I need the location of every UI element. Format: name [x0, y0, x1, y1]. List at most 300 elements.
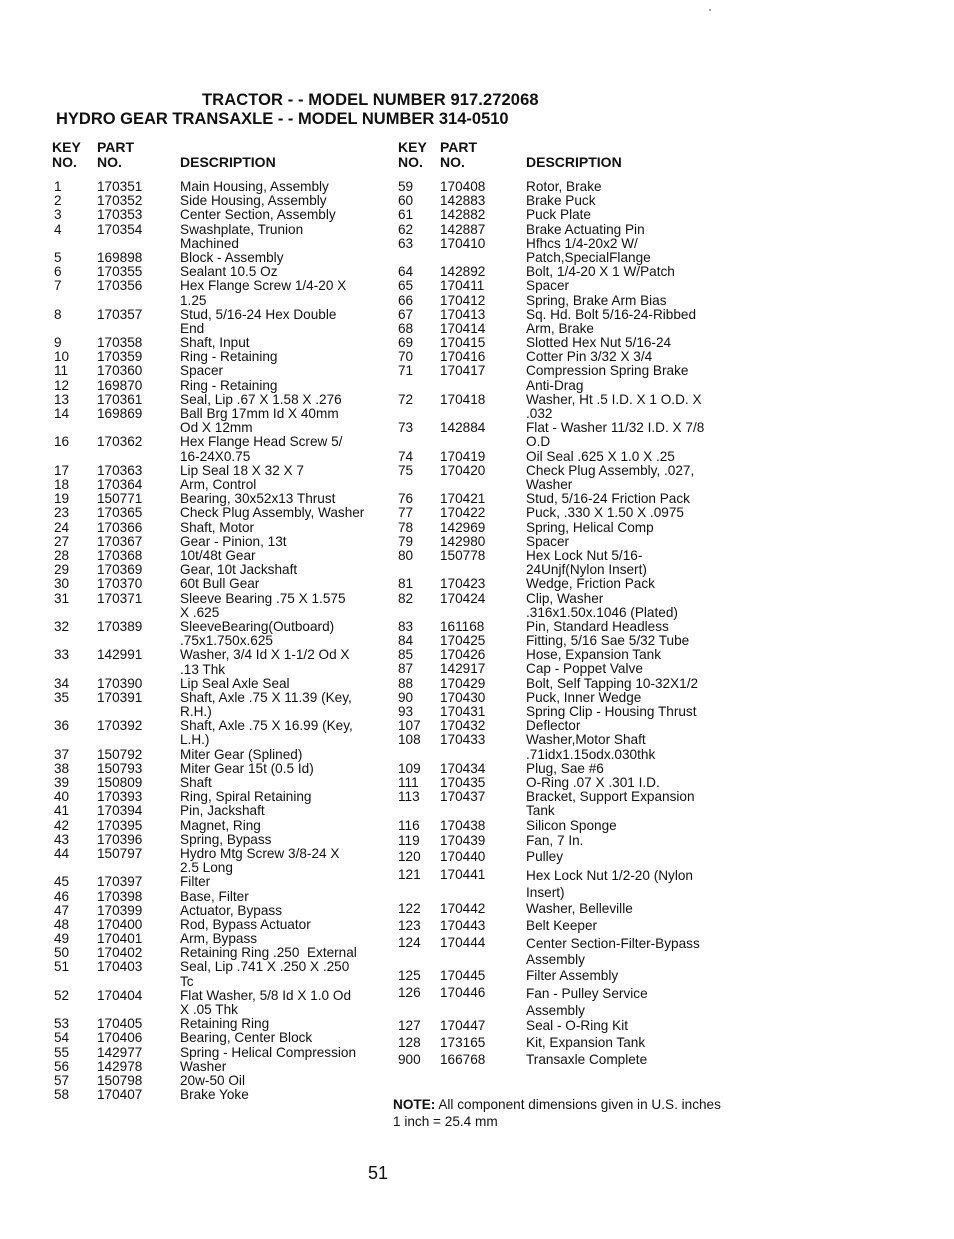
part-row: [396, 1036, 726, 1053]
part-number: 170351: [97, 179, 143, 194]
key-number: 50: [54, 945, 70, 961]
part-row: [396, 450, 726, 464]
part-row: [50, 875, 395, 889]
part-description: Plug, Sae #6: [526, 760, 604, 776]
part-row: [50, 194, 395, 208]
part-number: 170416: [440, 349, 486, 365]
part-number: 170389: [97, 618, 143, 634]
part-row: [396, 662, 726, 676]
part-number: 170366: [97, 519, 143, 535]
key-number: 47: [54, 902, 70, 918]
key-number: 10: [54, 349, 70, 365]
part-number: 170420: [440, 462, 486, 478]
dimensions-note: [393, 1096, 723, 1130]
part-description: Washer,Motor Shaft .71idx1.15odx.030thk: [526, 732, 656, 762]
part-description: Slotted Hex Nut 5/16-24: [526, 335, 672, 351]
part-number: 170412: [440, 292, 486, 308]
part-description: Spring, Helical Comp: [526, 519, 654, 535]
key-number: 49: [54, 931, 70, 947]
part-row: [396, 208, 726, 222]
part-description: Shaft, Axle .75 X 11.39 (Key, R.H.): [180, 689, 352, 720]
key-number: 54: [54, 1030, 70, 1046]
key-number: 1: [54, 179, 62, 194]
part-description: Compression Spring Brake Anti-Drag: [526, 363, 689, 393]
key-number: 52: [54, 987, 70, 1003]
part-description: Oil Seal .625 X 1.0 X .25: [526, 448, 675, 464]
part-description: Belt Keeper: [526, 917, 598, 933]
part-number: 170398: [97, 888, 143, 904]
part-row: [396, 535, 726, 549]
part-number: 150792: [97, 746, 143, 762]
part-number: 170353: [97, 207, 143, 223]
part-number: 170369: [97, 562, 143, 578]
part-description: Ring - Retaining: [180, 377, 278, 393]
part-row: [396, 421, 726, 449]
key-number: 3: [54, 207, 62, 223]
part-description: Silicon Sponge: [526, 817, 617, 833]
key-number: 44: [54, 845, 70, 861]
part-description: Center Section, Assembly: [180, 207, 336, 223]
part-number: 170417: [440, 363, 486, 379]
key-number: 72: [398, 391, 414, 407]
key-number: 109: [398, 760, 421, 776]
page-title: TRACTOR - - MODEL NUMBER 917.272068: [202, 91, 539, 109]
part-description: Brake Yoke: [180, 1087, 249, 1103]
part-row: [396, 850, 726, 868]
part-row: [396, 592, 726, 620]
part-row: [396, 577, 726, 591]
part-number: 142887: [440, 221, 486, 237]
part-row: [396, 350, 726, 364]
part-description: Hex Lock Nut 5/16- 24Unjf(Nylon Insert): [526, 547, 647, 578]
part-description: Washer: [180, 1058, 227, 1074]
part-number: 169869: [97, 406, 143, 422]
key-number: 58: [54, 1087, 70, 1103]
part-number: 150793: [97, 760, 143, 776]
part-row: [50, 620, 395, 648]
scan-speck: [709, 9, 711, 11]
part-description: Arm, Brake: [526, 320, 594, 336]
key-number: 34: [54, 675, 70, 691]
part-number: 170414: [440, 320, 486, 336]
part-row: [50, 677, 395, 691]
part-description: Side Housing, Assembly: [180, 193, 327, 209]
part-number: 170361: [97, 391, 143, 407]
part-row: [396, 1053, 726, 1070]
part-row: [50, 946, 395, 960]
part-number: 170435: [440, 775, 486, 790]
part-row: [396, 521, 726, 535]
key-number: 59: [398, 179, 414, 194]
part-description: Gear, 10t Jackshaft: [180, 562, 298, 578]
part-row: [396, 986, 726, 1019]
part-row: [50, 464, 395, 478]
key-number: 8: [54, 306, 62, 322]
part-number: 170437: [440, 789, 486, 805]
part-number: 150798: [97, 1073, 143, 1089]
part-number: 170360: [97, 363, 143, 379]
key-number: 63: [398, 235, 414, 251]
key-number: 4: [54, 221, 62, 237]
part-description: Spacer: [180, 363, 224, 379]
key-number: 81: [398, 576, 414, 592]
key-number: 93: [398, 704, 414, 720]
key-number: 11: [54, 363, 69, 379]
part-number: 170413: [440, 306, 486, 322]
key-number: 30: [54, 576, 70, 592]
part-row: [396, 336, 726, 350]
part-description: Gear - Pinion, 13t: [180, 533, 287, 549]
key-number: 46: [54, 888, 70, 904]
part-number: 170411: [440, 278, 485, 294]
part-description: Shaft, Motor: [180, 519, 255, 535]
part-description: SleeveBearing(Outboard) .75x1.750x.625: [180, 618, 335, 649]
key-header-1: KEY: [398, 139, 427, 155]
part-number: 170431: [440, 704, 486, 720]
part-row: [50, 719, 395, 747]
column-header: [50, 140, 395, 180]
key-number: 42: [54, 817, 70, 833]
part-number: 170359: [97, 349, 143, 365]
part-description: Clip, Washer .316x1.50x.1046 (Plated): [526, 590, 678, 620]
part-number: 170352: [97, 193, 143, 209]
part-row: [50, 506, 395, 520]
part-number: 170419: [440, 448, 486, 464]
part-description: Spring - Helical Compression: [180, 1044, 357, 1060]
part-number: 170406: [97, 1030, 143, 1046]
key-number: 125: [398, 968, 421, 984]
part-number: 142980: [440, 533, 486, 549]
part-row: [396, 969, 726, 986]
part-number: 142991: [97, 647, 143, 663]
part-row: [50, 180, 395, 194]
part-description: Stud, 5/16-24 Friction Pack: [526, 491, 690, 507]
part-description: Puck, Inner Wedge: [526, 689, 642, 705]
key-number: 27: [54, 533, 70, 549]
part-row: [50, 435, 395, 463]
part-description: Main Housing, Assembly: [180, 179, 329, 194]
key-number: 123: [398, 917, 421, 933]
page-number: 51: [368, 1163, 389, 1183]
key-number: 116: [398, 817, 420, 833]
part-number: 170395: [97, 817, 143, 833]
part-number: 170408: [440, 179, 486, 194]
key-number: 41: [54, 803, 70, 819]
key-number: 7: [54, 278, 62, 294]
part-number: 142884: [440, 420, 486, 436]
key-number: 9: [54, 335, 62, 351]
part-number: 150771: [97, 491, 143, 507]
part-row: [50, 308, 395, 336]
part-header-2: NO.: [97, 154, 122, 170]
key-number: 60: [398, 193, 414, 209]
part-number: 142892: [440, 264, 486, 280]
part-description: Puck, .330 X 1.50 X .0975: [526, 505, 684, 521]
key-number: 87: [398, 661, 414, 677]
key-number: 39: [54, 775, 70, 791]
part-row: [396, 648, 726, 662]
key-number: 126: [398, 985, 421, 1001]
part-number: 169898: [97, 249, 143, 265]
part-description: Pin, Standard Headless: [526, 618, 669, 634]
part-row: [396, 790, 726, 818]
part-description: Fitting, 5/16 Sae 5/32 Tube: [526, 633, 690, 649]
part-row: [50, 1046, 395, 1060]
part-row: [50, 748, 395, 762]
part-row: [50, 918, 395, 932]
note-label: NOTE:: [393, 1097, 436, 1112]
part-number: 142977: [97, 1044, 143, 1060]
key-number: 73: [398, 420, 414, 436]
part-row: [396, 834, 726, 850]
key-number: 23: [54, 505, 70, 521]
part-description: 10t/48t Gear: [180, 547, 256, 563]
part-row: [396, 322, 726, 336]
part-row: [50, 819, 395, 833]
part-description: Filter: [180, 874, 211, 890]
part-description: 20w-50 Oil: [180, 1073, 245, 1089]
key-number: 17: [54, 462, 70, 478]
part-row: [50, 1017, 395, 1031]
part-description: Bolt, Self Tapping 10-32X1/2: [526, 675, 699, 691]
part-number: 170397: [97, 874, 143, 890]
key-number: 48: [54, 916, 70, 932]
part-number: 170424: [440, 590, 486, 606]
key-header-2: NO.: [52, 154, 77, 170]
key-number: 6: [54, 264, 62, 280]
part-description: Spring, Brake Arm Bias: [526, 292, 667, 308]
part-description: Seal, Lip .67 X 1.58 X .276: [180, 391, 342, 407]
part-description: Lip Seal 18 X 32 X 7: [180, 462, 304, 478]
part-row: [396, 620, 726, 634]
part-number: 170371: [97, 590, 143, 606]
key-number: 108: [398, 732, 421, 748]
part-row: [396, 1019, 726, 1036]
key-number: 82: [398, 590, 414, 606]
parts-table-right: [396, 180, 726, 1071]
key-number: 53: [54, 1016, 70, 1032]
key-number: 29: [54, 562, 70, 578]
part-description: Arm, Control: [180, 477, 257, 493]
part-header-1: PART: [440, 139, 478, 155]
part-row: [396, 549, 726, 577]
part-row: [50, 762, 395, 776]
part-description: Hydro Mtg Screw 3/8-24 X 2.5 Long: [180, 845, 340, 876]
part-description: Washer, Ht .5 I.D. X 1 O.D. X .032: [526, 391, 702, 422]
part-row: [396, 719, 726, 733]
key-number: 33: [54, 647, 70, 663]
key-number: 80: [398, 547, 414, 563]
part-row: [50, 279, 395, 307]
key-number: 76: [398, 491, 414, 507]
part-description: Hfhcs 1/4-20x2 W/ Patch,SpecialFlange: [526, 235, 651, 265]
key-number: 24: [54, 519, 70, 535]
part-row: [50, 989, 395, 1017]
part-number: 170445: [440, 968, 486, 984]
part-number: 170390: [97, 675, 143, 691]
part-header-2: NO.: [440, 154, 465, 170]
part-row: [396, 762, 726, 776]
key-number: 14: [54, 406, 70, 422]
part-number: 170368: [97, 547, 143, 563]
part-row: [50, 592, 395, 620]
part-number: 170358: [97, 335, 143, 351]
part-number: 170355: [97, 264, 143, 280]
part-row: [50, 960, 395, 988]
part-row: [396, 705, 726, 719]
part-description: Shaft: [180, 775, 212, 791]
part-row: [50, 790, 395, 804]
part-description: Center Section-Filter-Bypass Assembly: [526, 935, 700, 968]
key-number: 64: [398, 264, 414, 280]
key-number: 40: [54, 789, 70, 805]
description-header: DESCRIPTION: [526, 154, 622, 170]
part-row: [50, 563, 395, 577]
part-row: [50, 847, 395, 875]
part-description: Shaft, Axle .75 X 16.99 (Key, L.H.): [180, 718, 353, 748]
part-number: 170441: [440, 867, 486, 883]
key-number: 31: [54, 590, 70, 606]
part-number: 170446: [440, 985, 486, 1001]
part-description: Hose, Expansion Tank: [526, 647, 662, 663]
part-row: [396, 464, 726, 492]
part-number: 170426: [440, 647, 486, 663]
part-description: Spring Clip - Housing Thrust: [526, 704, 697, 720]
part-description: Pulley: [526, 848, 564, 864]
part-row: [396, 634, 726, 648]
part-number: 170393: [97, 789, 143, 805]
part-number: 170423: [440, 576, 486, 592]
part-description: Retaining Ring .250 External: [180, 945, 357, 961]
key-number: 900: [398, 1052, 421, 1068]
part-row: [50, 535, 395, 549]
part-number: 170364: [97, 477, 143, 493]
part-row: [396, 223, 726, 237]
part-row: [50, 833, 395, 847]
part-number: 142882: [440, 207, 486, 223]
part-description: Check Plug Assembly, Washer: [180, 505, 365, 521]
page-subtitle: HYDRO GEAR TRANSAXLE - - MODEL NUMBER 314-0510: [56, 110, 509, 128]
parts-table-left: [50, 180, 395, 1102]
key-number: 71: [398, 363, 414, 379]
key-number: 74: [398, 448, 414, 464]
part-number: 166768: [440, 1052, 486, 1068]
part-number: 170415: [440, 335, 486, 351]
key-number: 88: [398, 675, 414, 691]
part-row: [50, 350, 395, 364]
part-description: Hex Flange Screw 1/4-20 X 1.25: [180, 278, 347, 308]
part-description: Cotter Pin 3/32 X 3/4: [526, 349, 653, 365]
part-row: [50, 336, 395, 350]
part-description: Ball Brg 17mm Id X 40mm Od X 12mm: [180, 406, 339, 436]
key-number: 13: [54, 391, 70, 407]
part-row: [396, 294, 726, 308]
part-number: 142883: [440, 193, 486, 209]
part-row: [396, 506, 726, 520]
key-number: 19: [54, 491, 70, 507]
part-number: 161168: [440, 618, 485, 634]
key-number: 121: [398, 867, 421, 883]
part-description: Hex Lock Nut 1/2-20 (Nylon Insert): [526, 868, 693, 900]
part-description: Rod, Bypass Actuator: [180, 916, 311, 932]
part-row: [396, 819, 726, 835]
part-row: [396, 393, 726, 421]
part-row: [50, 364, 395, 378]
part-number: 150809: [97, 775, 143, 791]
part-number: 169870: [97, 377, 143, 393]
part-description: Brake Puck: [526, 193, 596, 209]
part-description: Kit, Expansion Tank: [526, 1035, 646, 1051]
part-description: Arm, Bypass: [180, 931, 258, 947]
key-number: 113: [398, 789, 420, 805]
part-row: [50, 1074, 395, 1088]
part-number: 170442: [440, 900, 486, 916]
part-row: [50, 932, 395, 946]
part-number: 173165: [440, 1035, 486, 1051]
part-row: [396, 919, 726, 936]
part-row: [396, 308, 726, 322]
key-number: 111: [398, 775, 419, 790]
key-number: 57: [54, 1073, 70, 1089]
part-number: 170444: [440, 934, 486, 950]
part-description: Washer, Belleville: [526, 900, 633, 916]
key-number: 68: [398, 320, 414, 336]
part-row: [396, 364, 726, 392]
parts-column-left: [50, 140, 395, 1102]
part-number: 170394: [97, 803, 143, 819]
part-description: Deflector: [526, 718, 581, 734]
key-number: 45: [54, 874, 70, 890]
part-description: Cap - Poppet Valve: [526, 661, 643, 677]
part-row: [396, 776, 726, 790]
key-number: 84: [398, 633, 414, 649]
key-header-1: KEY: [52, 139, 81, 155]
part-description: Fan - Pulley Service Assembly: [526, 986, 648, 1018]
part-row: [50, 577, 395, 591]
part-description: O-Ring .07 X .301 I.D.: [526, 775, 660, 790]
part-number: 170429: [440, 675, 486, 691]
part-row: [50, 691, 395, 719]
part-description: Shaft, Input: [180, 335, 250, 351]
part-row: [50, 393, 395, 407]
part-description: Stud, 5/16-24 Hex Double End: [180, 306, 337, 336]
part-number: 170434: [440, 760, 486, 776]
part-number: 170432: [440, 718, 486, 734]
part-number: 170430: [440, 689, 486, 705]
part-row: [50, 223, 395, 251]
part-number: 170400: [97, 916, 143, 932]
part-row: [50, 776, 395, 790]
part-number: 170402: [97, 945, 143, 961]
part-row: [50, 265, 395, 279]
part-description: Sleeve Bearing .75 X 1.575 X .625: [180, 590, 346, 620]
key-number: 122: [398, 900, 421, 916]
part-row: [396, 936, 726, 969]
key-number: 56: [54, 1058, 70, 1074]
key-number: 36: [54, 718, 70, 734]
key-number: 119: [398, 833, 420, 849]
part-description: Actuator, Bypass: [180, 902, 283, 918]
key-number: 55: [54, 1044, 70, 1060]
column-header: [396, 140, 726, 180]
part-row: [396, 492, 726, 506]
part-description: Bolt, 1/4-20 X 1 W/Patch: [526, 264, 675, 280]
part-number: 170370: [97, 576, 143, 592]
part-number: 170403: [97, 959, 143, 975]
key-number: 12: [54, 377, 70, 393]
part-description: Seal, Lip .741 X .250 X .250 Tc: [180, 959, 350, 989]
part-number: 142969: [440, 519, 486, 535]
